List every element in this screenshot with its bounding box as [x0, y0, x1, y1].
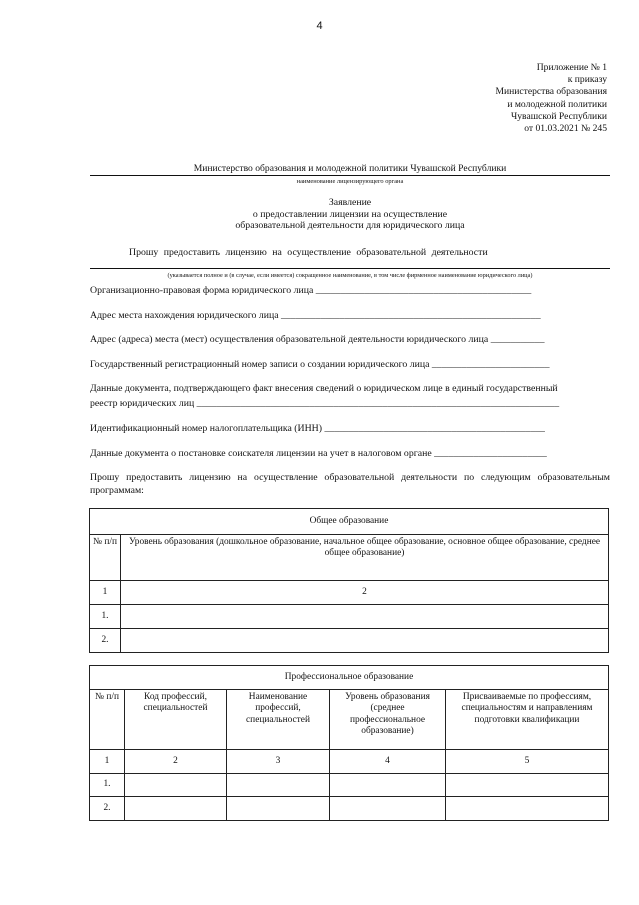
appendix-line: Приложение № 1: [536, 62, 607, 73]
col-name-header: Наименование профессий, специальностей: [227, 690, 330, 750]
index-cell: 1: [90, 581, 121, 605]
appendix-line: к приказу: [567, 74, 607, 86]
document-title: [0, 197, 639, 232]
table-cell: [446, 774, 609, 797]
appendix-block: [495, 62, 607, 135]
page-number: 4: [316, 20, 323, 32]
general-table-title: Общее образование: [90, 509, 609, 535]
index-cell: 2: [125, 750, 227, 774]
document-field-line2: реестр юридических лиц __________________________________________________________________________: [90, 398, 560, 409]
col-level-header: Уровень образования (среднее профессиональное образование): [330, 690, 446, 750]
appendix-line: от 01.03.2021 № 245: [524, 123, 607, 135]
row-number: 1.: [90, 774, 125, 797]
appendix-line: и молодежной политики: [507, 98, 607, 110]
table-cell: [446, 797, 609, 821]
table-cell: [125, 797, 227, 821]
row-number: 2.: [90, 797, 125, 821]
document-field-line1: Данные документа, подтверждающего факт внесения сведений о юридическом лице в единый государственный: [90, 383, 558, 394]
prof-table-title: Профессиональное образование: [90, 666, 609, 690]
col-number-header: № п/п: [90, 690, 125, 750]
table-cell: [330, 797, 446, 821]
index-cell: 1: [90, 750, 125, 774]
table-cell: [121, 605, 609, 629]
table-cell: [227, 797, 330, 821]
index-cell: 2: [121, 581, 609, 605]
address-field: Адрес места нахождения юридического лица _____________________________________________________: [90, 310, 541, 321]
row-number: 2.: [90, 629, 121, 653]
title-line: Заявление: [328, 197, 372, 208]
general-education-table: [89, 508, 609, 653]
ministry-note: наименование лицензирующего органа: [296, 178, 404, 185]
col-number-header: № п/п: [90, 535, 121, 581]
activity-address-field: Адрес (адреса) места (мест) осуществления образовательной деятельности юридического лица ___________: [90, 334, 545, 345]
table-cell: [121, 629, 609, 653]
professional-education-table: [89, 665, 609, 821]
index-cell: 4: [330, 750, 446, 774]
col-qualification-header: Присваиваемые по профессиям, специальностям и направлениям подготовки квалификации: [446, 690, 609, 750]
appendix-line: Чувашской Республики: [511, 110, 607, 122]
index-cell: 3: [227, 750, 330, 774]
name-note: (указывается полное и (в случае, если имеется) сокращенное наименование, в том числе фирменное наименование юридического лица): [167, 272, 533, 279]
table-cell: [330, 774, 446, 797]
col-level-header: Уровень образования (дошкольное образование, начальное общее образование, основное общее образование, среднее общее образование): [121, 535, 609, 581]
reg-number-field: Государственный регистрационный номер записи о создании юридического лица ________________________: [90, 359, 550, 370]
programs-request: Прошу предоставить лицензию на осуществление образовательной деятельности по следующим образовательным программам:: [90, 472, 610, 496]
ministry-name: Министерство образования и молодежной политики Чувашской Республики: [90, 163, 610, 176]
legal-form-field: Организационно-правовая форма юридического лица ____________________________________________: [90, 285, 532, 296]
request-text: Прошу предоставить лицензию на осуществление образовательной деятельности: [129, 247, 488, 258]
name-line: [90, 268, 610, 269]
appendix-line: Министерства образования: [495, 86, 607, 98]
table-cell: [125, 774, 227, 797]
tax-doc-field: Данные документа о постановке соискателя лицензии на учет в налоговом органе _______________________: [90, 448, 547, 459]
table-cell: [227, 774, 330, 797]
title-line: образовательной деятельности для юридического лица: [235, 220, 465, 232]
row-number: 1.: [90, 605, 121, 629]
title-line: о предоставлении лицензии на осуществление: [252, 208, 448, 220]
index-cell: 5: [446, 750, 609, 774]
inn-field: Идентификационный номер налогоплательщика (ИНН) _____________________________________________: [90, 423, 545, 434]
col-code-header: Код профессий, специальностей: [125, 690, 227, 750]
